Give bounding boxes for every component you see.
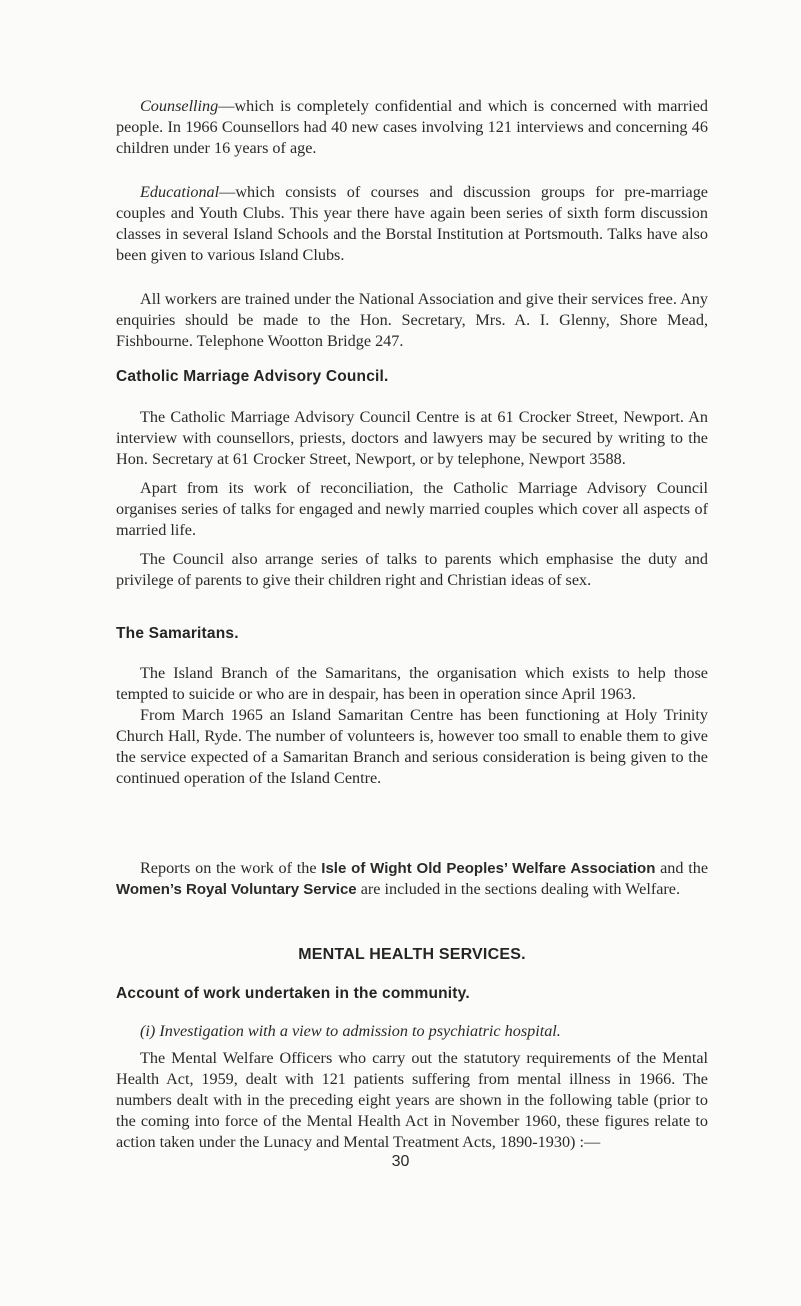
counselling-label: Counselling	[140, 97, 219, 115]
samaritans-heading: The Samaritans.	[116, 625, 239, 642]
catholic-heading: Catholic Marriage Advisory Council.	[116, 368, 389, 385]
catholic-p2: Apart from its work of reconciliation, the Catholic Marriage Advisory Council organises series of talks for engaged and newly married couples which cover all aspects of married life.	[116, 479, 708, 539]
mental-item	[116, 1021, 708, 1042]
reports-paragraph	[116, 858, 708, 900]
counselling-text: —which is completely confidential and which is concerned with married people. In 1966 Counsellors had 40 new cases involving 121 interviews and concerning 46 children under 16 years of age.	[116, 97, 708, 157]
mental-heading-wrap	[116, 946, 708, 964]
mental-subheading: Account of work undertaken in the community.	[116, 985, 470, 1002]
samaritans-p2: From March 1965 an Island Samaritan Centre has been functioning at Holy Trinity Church Hall, Ryde. The number of volunteers is, however too small to enable them to give the service expected of a Samaritan Branch and serious consideration is being given to the continued operation of the Island Centre.	[116, 706, 708, 787]
mental-p1: The Mental Welfare Officers who carry out the statutory requirements of the Mental Health Act, 1959, dealt with 121 patients suffering from mental illness in 1966. The numbers dealt with in the preceding eight years are shown in the following table (prior to the coming into force of the Mental Health Act in November 1960, these figures relate to action taken under the Lunacy and Mental Treatment Acts, 1890-1930) :—	[116, 1049, 708, 1151]
mental-subheading-wrap	[116, 985, 708, 1003]
workers-paragraph	[116, 289, 708, 352]
samaritans-section	[116, 625, 708, 643]
reports-mid: and the	[655, 859, 708, 877]
catholic-section	[116, 368, 708, 386]
workers-text: All workers are trained under the National Association and give their services free. Any enquiries should be made to the Hon. Secretary, Mrs. A. I. Glenny, Shore Mead, Fishbourne. Telephone Wootton Bridge 247.	[116, 290, 708, 350]
mental-heading: MENTAL HEALTH SERVICES.	[298, 946, 526, 963]
catholic-p3: The Council also arrange series of talks to parents which emphasise the duty and privilege of parents to give their children right and Christian ideas of sex.	[116, 550, 708, 589]
mental-item-title: Investigation with a view to admission to psychiatric hospital.	[159, 1022, 561, 1040]
mental-body	[116, 1048, 708, 1153]
samaritans-p1: The Island Branch of the Samaritans, the organisation which exists to help those tempted to suicide or who are in despair, has been in operation since April 1963.	[116, 664, 708, 703]
mental-item-num: (i)	[140, 1022, 156, 1040]
reports-pre: Reports on the work of the	[140, 859, 322, 877]
reports-org2: Women’s Royal Voluntary Service	[116, 881, 357, 898]
counselling-paragraph	[116, 96, 708, 159]
reports-org1: Isle of Wight Old Peoples’ Welfare Association	[321, 860, 656, 877]
educational-text: —which consists of courses and discussion groups for pre-marriage couples and Youth Clubs. This year there have again been series of sixth form discussion classes in several Island Schools and the Borstal Institution at Portsmouth. Talks have also been given to various Island Clubs.	[116, 183, 708, 264]
catholic-body	[116, 407, 708, 591]
samaritans-body	[116, 663, 708, 789]
educational-label: Educational	[140, 183, 220, 201]
page-number: 30	[391, 1153, 410, 1170]
educational-paragraph	[116, 182, 708, 266]
catholic-p1: The Catholic Marriage Advisory Council Centre is at 61 Crocker Street, Newport. An interview with counsellors, priests, doctors and lawyers may be secured by writing to the Hon. Secretary at 61 Crocker Street, Newport, or by telephone, Newport 3588.	[116, 408, 708, 468]
reports-post: are included in the sections dealing with Welfare.	[356, 880, 681, 898]
